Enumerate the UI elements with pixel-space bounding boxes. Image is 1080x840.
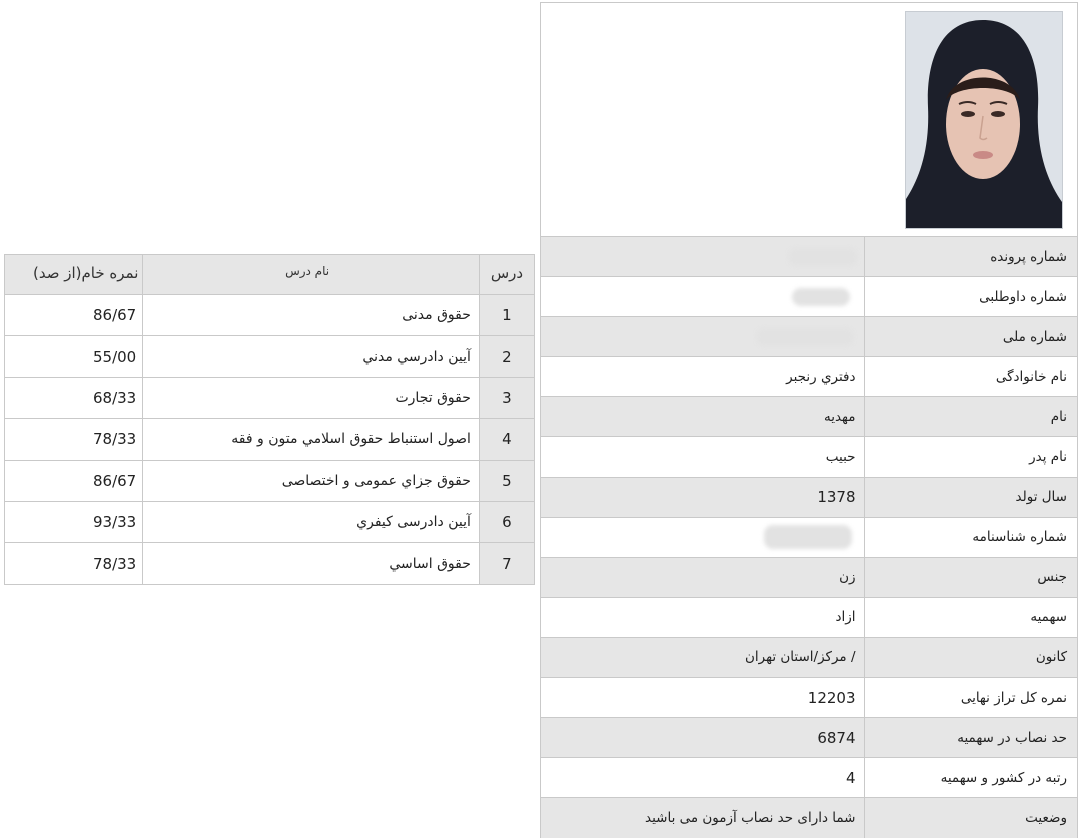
- course-number: 4: [479, 419, 534, 460]
- father-name-label: نام پدر: [864, 437, 1077, 477]
- course-name: حقوق تجارت: [143, 377, 480, 418]
- redacted-blur: [756, 328, 854, 346]
- first-name-label: نام: [864, 397, 1077, 437]
- redacted-blur: [788, 248, 858, 266]
- course-name: آيين دادرسی کيفري: [143, 501, 480, 542]
- course-number: 7: [479, 543, 534, 584]
- candidate-info-table: [541, 236, 1077, 838]
- table-row: [5, 543, 535, 584]
- quota-threshold-label: حد نصاب در سهمیه: [864, 718, 1077, 758]
- course-name: حقوق مدنی: [143, 295, 480, 336]
- course-score: 86/67: [5, 295, 143, 336]
- info-row-id-card: [541, 517, 1077, 557]
- table-row: [5, 501, 535, 542]
- info-row-quota-threshold: [541, 718, 1077, 758]
- info-row-quota: [541, 597, 1077, 637]
- birth-year-value: 1378: [541, 477, 864, 517]
- course-number: 6: [479, 501, 534, 542]
- first-name-value: مهدیه: [541, 397, 864, 437]
- center-value: / مرکز/استان تهران: [541, 637, 864, 677]
- gender-value: زن: [541, 557, 864, 597]
- total-score-value: 12203: [541, 678, 864, 718]
- photo-area: [541, 3, 1077, 236]
- birth-year-label: سال تولد: [864, 477, 1077, 517]
- info-row-national-id: [541, 317, 1077, 357]
- course-name: آيين دادرسي مدني: [143, 336, 480, 377]
- status-value: شما دارای حد نصاب آزمون می باشید: [541, 798, 864, 838]
- course-name: حقوق جزاي عمومی و اختصاصی: [143, 460, 480, 501]
- quota-label: سهمیه: [864, 597, 1077, 637]
- scores-header-row: [5, 255, 535, 295]
- rank-label: رتبه در کشور و سهمیه: [864, 758, 1077, 798]
- candidate-photo: [905, 11, 1063, 229]
- table-row: [5, 295, 535, 336]
- course-score: 68/33: [5, 377, 143, 418]
- table-row: [5, 419, 535, 460]
- course-number: 3: [479, 377, 534, 418]
- center-label: کانون: [864, 637, 1077, 677]
- national-id-label: شماره ملی: [864, 317, 1077, 357]
- national-id-value: [541, 317, 864, 357]
- header-course-number: درس: [479, 255, 534, 295]
- quota-threshold-value: 6874: [541, 718, 864, 758]
- info-row-birth-year: [541, 477, 1077, 517]
- course-number: 5: [479, 460, 534, 501]
- father-name-value: حبیب: [541, 437, 864, 477]
- info-row-gender: [541, 557, 1077, 597]
- redacted-blur: [792, 288, 850, 306]
- info-row-center: [541, 637, 1077, 677]
- table-row: [5, 336, 535, 377]
- info-row-status: [541, 798, 1077, 838]
- quota-value: ازاد: [541, 597, 864, 637]
- info-row-first-name: [541, 397, 1077, 437]
- info-row-family-name: [541, 357, 1077, 397]
- candidate-panel: [540, 2, 1078, 838]
- course-score: 78/33: [5, 543, 143, 584]
- gender-label: جنس: [864, 557, 1077, 597]
- applicant-number-value: [541, 277, 864, 317]
- course-score: 78/33: [5, 419, 143, 460]
- header-course-name: نام درس: [143, 255, 480, 295]
- id-card-label: شماره شناسنامه: [864, 517, 1077, 557]
- file-number-label: شماره پرونده: [864, 237, 1077, 277]
- scores-table: [4, 254, 535, 585]
- course-number: 1: [479, 295, 534, 336]
- course-name: اصول استنباط حقوق اسلامي متون و فقه: [143, 419, 480, 460]
- table-row: [5, 377, 535, 418]
- info-row-total-score: [541, 678, 1077, 718]
- table-row: [5, 460, 535, 501]
- redacted-blur: [764, 525, 852, 549]
- course-score: 93/33: [5, 501, 143, 542]
- info-row-rank: [541, 758, 1077, 798]
- family-name-value: دفتري رنجبر: [541, 357, 864, 397]
- family-name-label: نام خانوادگی: [864, 357, 1077, 397]
- info-row-father-name: [541, 437, 1077, 477]
- status-label: وضعیت: [864, 798, 1077, 838]
- id-card-value: [541, 517, 864, 557]
- total-score-label: نمره کل تراز نهایی: [864, 678, 1077, 718]
- info-row-applicant-number: [541, 277, 1077, 317]
- file-number-value: [541, 237, 864, 277]
- course-number: 2: [479, 336, 534, 377]
- applicant-number-label: شماره داوطلبی: [864, 277, 1077, 317]
- info-row-file-number: [541, 237, 1077, 277]
- course-score: 86/67: [5, 460, 143, 501]
- course-score: 55/00: [5, 336, 143, 377]
- rank-value: 4: [541, 758, 864, 798]
- header-raw-score: نمره خام(از صد): [5, 255, 143, 295]
- course-name: حقوق اساسي: [143, 543, 480, 584]
